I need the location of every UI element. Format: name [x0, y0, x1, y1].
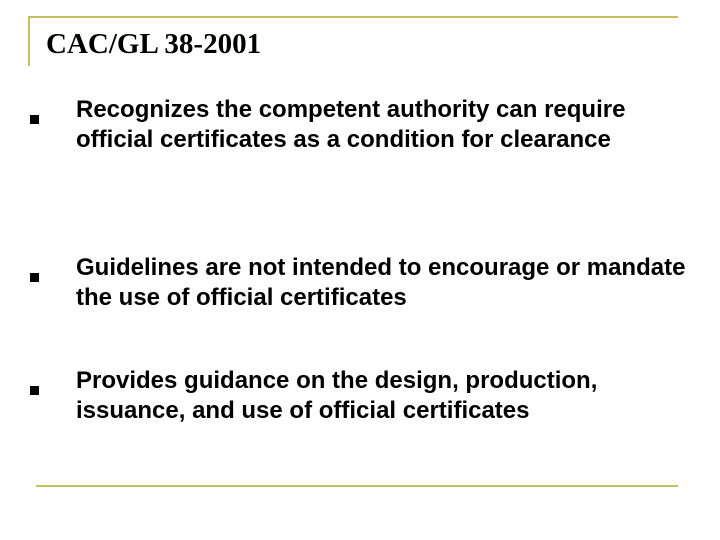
square-bullet-icon [30, 273, 39, 282]
bottom-frame-line [36, 485, 678, 487]
slide-title: CAC/GL 38-2001 [46, 28, 262, 60]
bullet-text: Guidelines are not intended to encourage or mandate the use of official certificates [76, 254, 686, 311]
square-bullet-icon [30, 115, 39, 124]
square-bullet-icon [30, 386, 39, 395]
bullet-text: Provides guidance on the design, production, issuance, and use of official certificates [76, 367, 598, 424]
bullet-text: Recognizes the competent authority can require official certificates as a condition for clearance [76, 96, 626, 153]
